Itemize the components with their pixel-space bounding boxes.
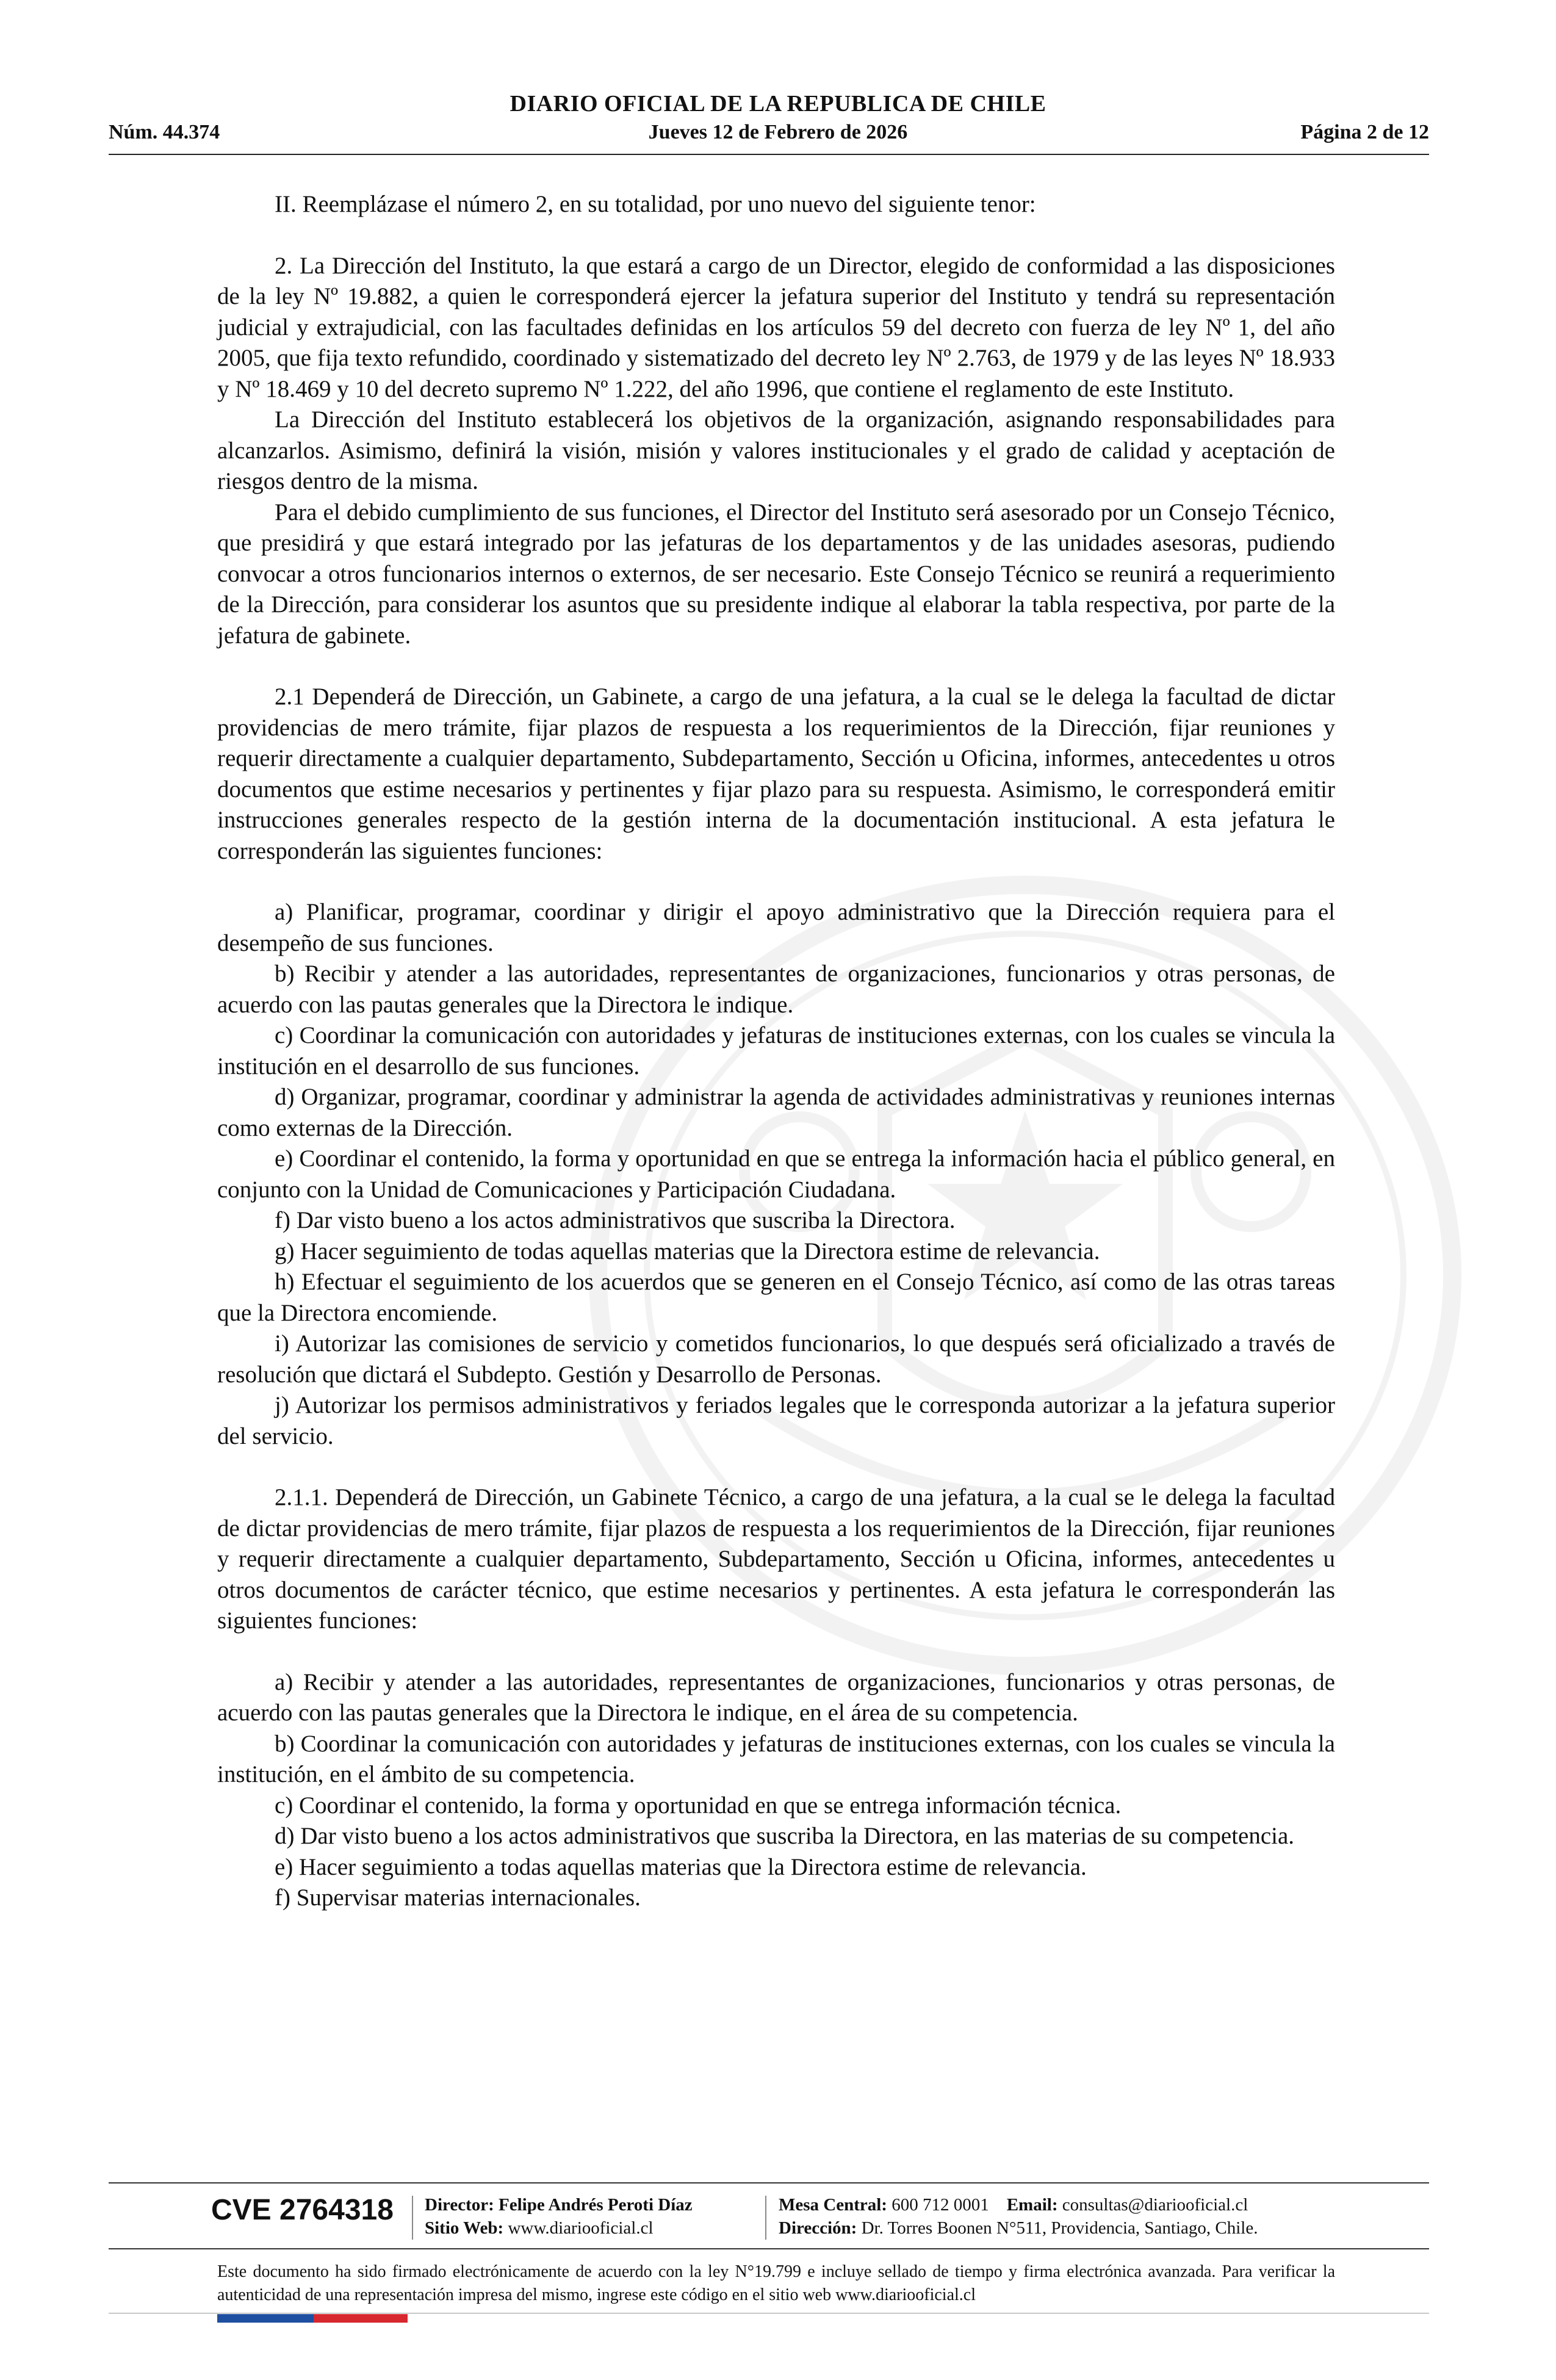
issue-date: Jueves 12 de Febrero de 2026 [648,121,908,143]
issue-number: Núm. 44.374 [109,121,220,143]
list-item: d) Dar visto bueno a los actos administrativos que suscriba la Directora, en las materias de su competencia. [275,1823,1295,1849]
list-item: j) Autorizar los permisos administrativos y feriados legales que le corresponda autorizar a la jefatura superior del servicio. [217,1392,1335,1449]
email-label: Email: [1006,2195,1058,2215]
email-link[interactable]: consultas@diariooficial.cl [1062,2195,1248,2215]
director-name: Felipe Andrés Peroti Díaz [499,2195,693,2215]
list-item: f) Supervisar materias internacionales. [275,1884,641,1911]
paragraph-gap [217,867,1335,897]
website-link[interactable]: www.diariooficial.cl [508,2218,654,2238]
page-indicator: Página 2 de 12 [1300,121,1429,143]
list-item: e) Coordinar el contenido, la forma y oportunidad en que se entrega la información hacia el público general, en conjunto con la Unidad de Comunicaciones y Participación Ciudadana. [217,1145,1335,1203]
list-item: a) Planificar, programar, coordinar y dirigir el apoyo administrativo que la Dirección requiera para el desempeño de sus funciones. [217,899,1335,956]
director-label: Director: [425,2195,494,2215]
paragraph: Para el debido cumplimiento de sus funciones, el Director del Instituto será asesorado por un Consejo Técnico, que presidirá y que estará integrado por las jefaturas de los departamentos y de las unidades asesoras, pudiendo convocar a otros funcionarios internos o externos, de ser necesario. Este Consejo Técnico se reunirá a requerimiento de la Dirección, para considerar los asuntos que su presidente indique al elaborar la tabla respectiva, por parte de la jefatura de gabinete. [217,499,1335,649]
paragraph-gap [217,1452,1335,1482]
flag-stripe-blue [217,2314,314,2323]
footer-contact-block [779,2193,1258,2240]
signature-note: Este documento ha sido firmado electrónicamente de acuerdo con la ley N°19.799 e incluye sellado de tiempo y firma electrónica avanzada. Para verificar la autenticidad de una representación impresa del mismo, ingrese este código en el sitio web www.diariooficial.cl [217,2262,1335,2304]
paragraph: 2.1.1. Dependerá de Dirección, un Gabinete Técnico, a cargo de una jefatura, a la cual se le delega la facultad de dictar providencias de mero trámite, fijar plazos de respuesta a los requerimientos de la Dirección, fijar reuniones y requerir directamente a cualquier departamento, Subdepartamento, Sección u Oficina, informes, antecedentes u otros documentos de carácter técnico, que estime necesarios y pertinentes. A esta jefatura le corresponderán las siguientes funciones: [217,1484,1335,1634]
footer-separator [412,2196,413,2240]
document-body [217,189,1335,1914]
list-item: i) Autorizar las comisiones de servicio y cometidos funcionarios, lo que después será oficializado a través de resolución que dictará el Subdepto. Gestión y Desarrollo de Personas. [217,1330,1335,1388]
paragraph: 2. La Dirección del Instituto, la que estará a cargo de un Director, elegido de conformidad a las disposiciones de la ley Nº 19.882, a quien le corresponderá ejercer la jefatura superior del Instituto y tendrá su representación judicial y extrajudicial, con las facultades definidas en los artículos 59 del decreto con fuerza de ley Nº 1, del año 2005, que fija texto refundido, coordinado y sistematizado del decreto ley Nº 2.763, de 1979 y de las leyes Nº 18.933 y Nº 18.469 y 10 del decreto supremo Nº 1.222, del año 1996, que contiene el reglamento de este Instituto. [217,252,1335,402]
footer-director-block [425,2193,693,2240]
paragraph: II. Reemplázase el número 2, en su totalidad, por uno nuevo del siguiente tenor: [275,191,1036,217]
paragraph-gap [217,651,1335,682]
paragraph: 2.1 Dependerá de Dirección, un Gabinete, a cargo de una jefatura, a la cual se le delega la facultad de dictar providencias de mero trámite, fijar plazos de respuesta a los requerimientos de la Dirección, fijar reuniones y requerir directamente a cualquier departamento, Subdepartamento, Sección u Oficina, informes, antecedentes u otros documentos que estime necesarios y pertinentes y fijar plazo para su respuesta. Asimismo, le corresponderá emitir instrucciones generales respecto de la gestión interna de la documentación institucional. A esta jefatura le corresponderán las siguientes funciones: [217,683,1335,864]
header-divider [109,154,1429,155]
paragraph: La Dirección del Instituto establecerá los objetivos de la organización, asignando responsabilidades para alcanzarlos. Asimismo, definirá la visión, misión y valores institucionales y el grado de calidad y aceptación de riesgos dentro de la misma. [217,406,1335,494]
list-item: c) Coordinar el contenido, la forma y oportunidad en que se entrega información técnica. [275,1792,1122,1819]
website-label: Sitio Web: [425,2218,504,2238]
cve-code: CVE 2764318 [211,2194,394,2226]
paragraph-gap [217,1637,1335,1667]
footer-separator [765,2196,766,2240]
list-item: b) Recibir y atender a las autoridades, representantes de organizaciones, funcionarios y otras personas, de acuerdo con las pautas generales que la Directora le indique. [217,961,1335,1018]
address-label: Dirección: [779,2218,857,2238]
footer-divider-mid [109,2248,1429,2249]
list-item: e) Hacer seguimiento a todas aquellas materias que la Directora estime de relevancia. [275,1853,1087,1880]
address-value: Dr. Torres Boonen N°511, Providencia, Santiago, Chile. [861,2218,1258,2238]
list-item: b) Coordinar la comunicación con autoridades y jefaturas de instituciones externas, con los cuales se vincula la institución, en el ámbito de su competencia. [217,1730,1335,1787]
flag-stripe-red [314,2314,408,2323]
list-item: d) Organizar, programar, coordinar y administrar la agenda de actividades administrativas y reuniones internas como externas de la Dirección. [217,1084,1335,1141]
phone-label: Mesa Central: [779,2195,887,2215]
newspaper-title: DIARIO OFICIAL DE LA REPUBLICA DE CHILE [510,91,1046,117]
list-item: f) Dar visto bueno a los actos administrativos que suscriba la Directora. [275,1207,956,1233]
list-item: c) Coordinar la comunicación con autoridades y jefaturas de instituciones externas, con los cuales se vincula la institución en el desarrollo de sus funciones. [217,1022,1335,1080]
footer-divider-top [109,2182,1429,2183]
list-item: a) Recibir y atender a las autoridades, representantes de organizaciones, funcionarios y otras personas, de acuerdo con las pautas generales que la Directora le indique, en el área de su competencia. [217,1668,1335,1726]
list-item: h) Efectuar el seguimiento de los acuerdos que se generen en el Consejo Técnico, así como de las otras tareas que la Directora encomiende. [217,1269,1335,1326]
phone-value: 600 712 0001 [891,2195,989,2215]
list-item: g) Hacer seguimiento de todas aquellas materias que la Directora estime de relevancia. [275,1238,1100,1264]
paragraph-gap [217,220,1335,251]
